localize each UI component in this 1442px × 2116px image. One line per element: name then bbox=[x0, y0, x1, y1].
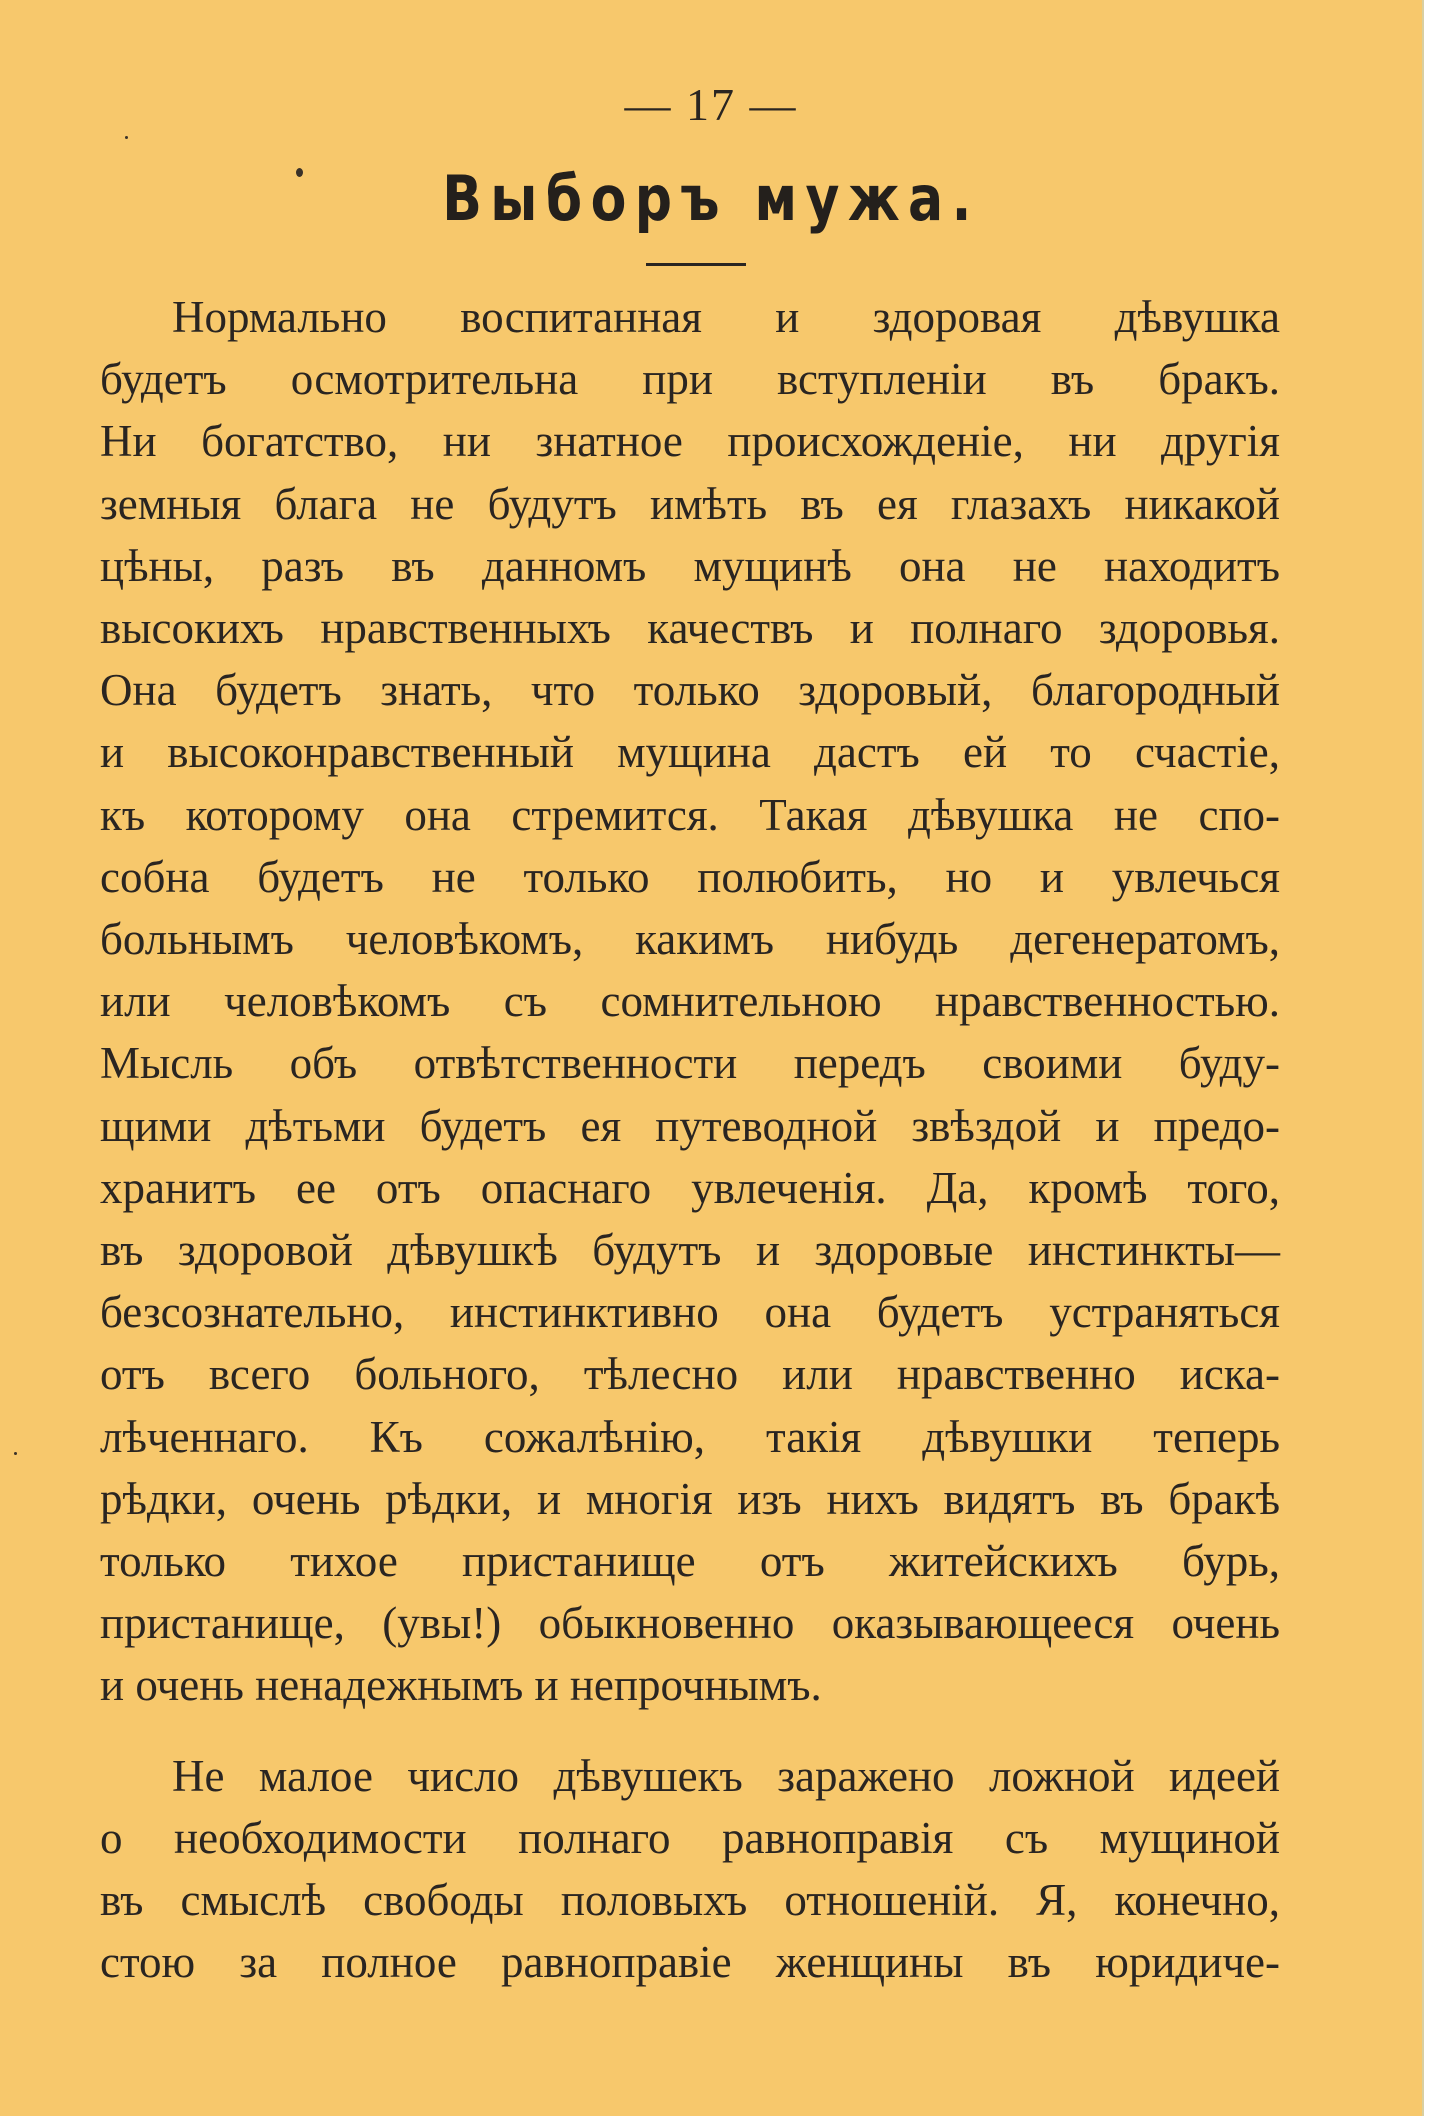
title-underline bbox=[646, 263, 746, 266]
text-line: рѣдки, очень рѣдки, и многія изъ нихъ видятъ въ бракѣ bbox=[100, 1473, 1280, 1524]
text-line: отъ всего больного, тѣлесно или нравственно иска- bbox=[100, 1349, 1280, 1400]
text-line: собна будетъ не только полюбить, но и увлечься bbox=[100, 851, 1280, 902]
text-line: высокихъ нравственныхъ качествъ и полнаго здоровья. bbox=[100, 603, 1280, 654]
text-line: земныя блага не будутъ имѣть въ ея глазахъ никакой bbox=[100, 478, 1280, 529]
text-line: и очень ненадежнымъ и непрочнымъ. bbox=[100, 1660, 822, 1711]
text-line: или человѣкомъ съ сомнительною нравственностью. bbox=[100, 976, 1280, 1027]
text-line: о необходимости полнаго равноправія съ мущиной bbox=[100, 1812, 1280, 1863]
text-line: щими дѣтьми будетъ ея путеводной звѣздой и предо- bbox=[100, 1100, 1280, 1151]
paragraph bbox=[100, 1745, 1280, 1994]
text-line: будетъ осмотрительна при вступленіи въ бракъ. bbox=[100, 354, 1280, 405]
ink-speck bbox=[125, 136, 128, 139]
page-number: — 17 — bbox=[624, 79, 798, 130]
text-line: и высоконравственный мущина дастъ ей то счастіе, bbox=[100, 727, 1280, 778]
text-line: Ни богатство, ни знатное происхожденіе, ни другія bbox=[100, 416, 1280, 467]
text-line: хранитъ ее отъ опаснаго увлеченія. Да, кромѣ того, bbox=[100, 1162, 1280, 1213]
paragraph bbox=[100, 286, 1280, 1717]
text-line: только тихое пристанище отъ житейскихъ бурь, bbox=[100, 1536, 1280, 1587]
text-line: стою за полное равноправіе женщины въ юридиче- bbox=[100, 1937, 1280, 1988]
text-line: лѣченнаго. Къ сожалѣнію, такія дѣвушки теперь bbox=[100, 1411, 1280, 1462]
text-line: Нормально воспитанная и здоровая дѣвушка bbox=[172, 292, 1280, 342]
text-line: пристанище, (увы!) обыкновенно оказывающееся очень bbox=[100, 1598, 1280, 1649]
text-line: Мысль объ отвѣтственности передъ своими буду- bbox=[100, 1038, 1280, 1089]
text-line: въ смыслѣ свободы половыхъ отношеній. Я, конечно, bbox=[100, 1875, 1280, 1926]
text-line: къ которому она стремится. Такая дѣвушка не спо- bbox=[100, 789, 1280, 840]
text-line: цѣны, разъ въ данномъ мущинѣ она не находитъ bbox=[100, 540, 1280, 591]
chapter-title: Выборъ мужа. bbox=[442, 162, 980, 235]
text-line: Она будетъ знать, что только здоровый, благородный bbox=[100, 665, 1280, 716]
text-line: въ здоровой дѣвушкѣ будутъ и здоровые инстинкты— bbox=[100, 1225, 1280, 1276]
text-line: больнымъ человѣкомъ, какимъ нибудь дегенератомъ, bbox=[100, 914, 1280, 965]
scan-margin bbox=[1422, 0, 1442, 2116]
ink-speck bbox=[14, 1452, 17, 1455]
text-line: безсознательно, инстинктивно она будетъ устраняться bbox=[100, 1287, 1280, 1338]
text-line: Не малое число дѣвушекъ заражено ложной идеей bbox=[172, 1750, 1280, 1801]
body-text bbox=[100, 286, 1280, 1993]
